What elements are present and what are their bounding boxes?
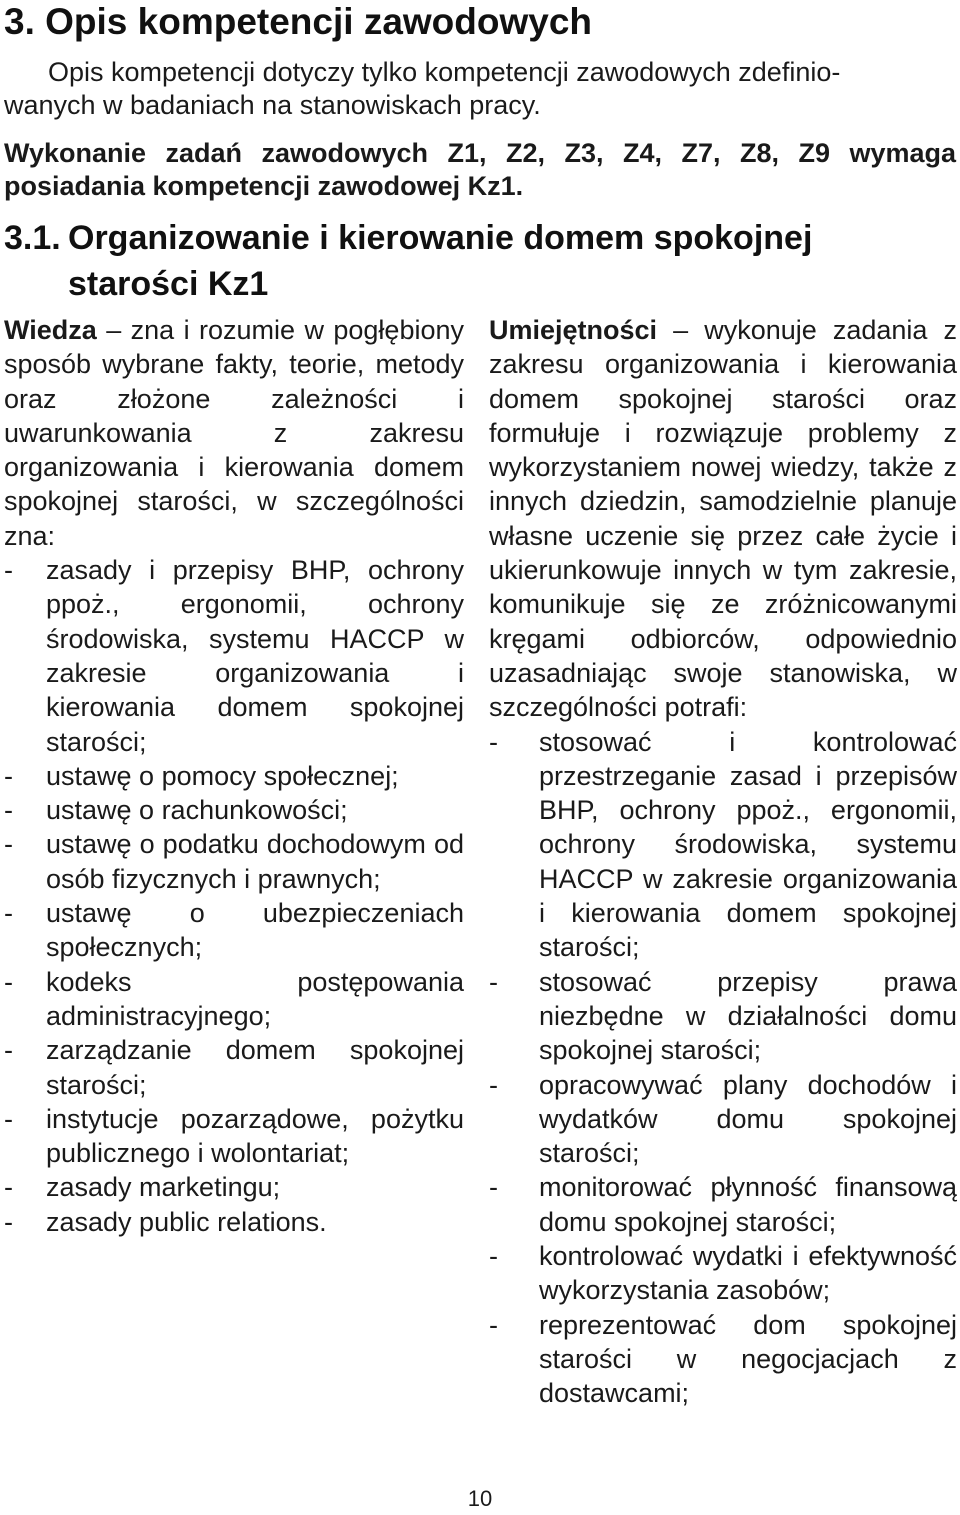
intro-paragraph xyxy=(4,56,956,122)
bullet-dash: - xyxy=(4,898,13,929)
knowledge-item-text: ustawę o podatku dochodowym od osób fizycznych i prawnych; xyxy=(46,829,464,894)
bullet-dash: - xyxy=(4,795,13,826)
knowledge-item-text: zasady i przepisy BHP, ochrony ppoż., ergonomii, ochrony środowiska, systemu HACCP w zakresie organizowania i kierowania domem spokojnej starości; xyxy=(46,555,464,757)
knowledge-item-text: zasady public relations. xyxy=(46,1206,327,1237)
skills-item xyxy=(489,725,957,965)
skills-column xyxy=(489,313,957,1411)
knowledge-item-text: zarządzanie domem spokojnej starości; xyxy=(46,1035,464,1100)
bullet-dash: - xyxy=(4,829,13,860)
bullet-dash: - xyxy=(489,966,498,997)
skills-label: Umiejętności xyxy=(489,315,658,345)
requirement-line-1: Wykonanie zadań zawodowych Z1, Z2, Z3, Z4, Z7, Z8, Z9 wymaga xyxy=(4,138,956,168)
section-heading xyxy=(4,215,956,307)
bullet-dash: - xyxy=(4,1035,13,1066)
bullet-dash: - xyxy=(489,1172,498,1203)
page-number: 10 xyxy=(467,1486,493,1511)
knowledge-item-text: kodeks postępowania administracyjnego; xyxy=(46,966,464,1031)
page-heading: 3. Opis kompetencji zawodowych xyxy=(4,1,593,42)
skills-item xyxy=(489,1239,957,1308)
knowledge-item xyxy=(4,827,464,896)
knowledge-label: Wiedza xyxy=(4,315,97,345)
requirement-line-2: posiadania kompetencji zawodowej Kz1. xyxy=(4,171,524,201)
intro-line-1: Opis kompetencji dotyczy tylko kompetencji zawodowych zdefinio- xyxy=(48,57,841,87)
skills-list xyxy=(489,725,957,1411)
knowledge-item xyxy=(4,1033,464,1102)
skills-item-text: kontrolować wydatki i efektywność wykorzystania zasobów; xyxy=(539,1241,957,1306)
bullet-dash: - xyxy=(4,1206,13,1237)
knowledge-item-text: zasady marketingu; xyxy=(46,1172,281,1203)
skills-item-text: stosować i kontrolować przestrzeganie zasad i przepisów BHP, ochrony ppoż., ergonomii, ochrony środowiska, systemu HACCP w zakresie organizowania i kierowania domem spokojnej starości; xyxy=(539,726,957,963)
bullet-dash: - xyxy=(4,555,13,586)
knowledge-intro xyxy=(4,313,464,553)
bullet-dash: - xyxy=(489,1241,498,1272)
skills-intro-text: – wykonuje zadania z zakresu organizowania i kierowania domem spokojnej starości oraz formułuje i rozwiązuje problemy z wykorzystaniem nowej wiedzy, także z innych dziedzin, samodzielnie planuje własne uczenie się przez całe życie i ukierunkowuje innych w tym zakresie, komunikuje się ze zróżnicowanymi kręgami odbiorców, odpowiednio uzasadniając swoje stanowiska, w szczególności potrafi: xyxy=(489,315,957,723)
knowledge-column xyxy=(4,313,464,1239)
knowledge-item xyxy=(4,1102,464,1171)
skills-item-text: stosować przepisy prawa niezbędne w działalności domu spokojnej starości; xyxy=(539,966,957,1066)
knowledge-item xyxy=(4,759,464,793)
knowledge-item-text: ustawę o pomocy społecznej; xyxy=(46,760,399,791)
bullet-dash: - xyxy=(489,726,498,757)
skills-intro xyxy=(489,313,957,725)
knowledge-item-text: ustawę o rachunkowości; xyxy=(46,795,348,826)
section-title-line-2: starości Kz1 xyxy=(68,265,269,303)
skills-item xyxy=(489,1068,957,1171)
knowledge-item-text: ustawę o ubezpieczeniach społecznych; xyxy=(46,898,464,963)
knowledge-item xyxy=(4,965,464,1034)
knowledge-item xyxy=(4,793,464,827)
knowledge-item xyxy=(4,1205,464,1239)
bullet-dash: - xyxy=(489,1309,498,1340)
requirement-paragraph xyxy=(4,137,956,203)
skills-item xyxy=(489,1170,957,1239)
section-title-line-1 xyxy=(4,215,956,261)
skills-item xyxy=(489,1308,957,1411)
bullet-dash: - xyxy=(4,1172,13,1203)
intro-line-2: wanych w badaniach na stanowiskach pracy. xyxy=(4,90,541,120)
skills-item-text: reprezentować dom spokojnej starości w negocjacjach z dostawcami; xyxy=(539,1309,957,1409)
bullet-dash: - xyxy=(489,1069,498,1100)
skills-item-text: monitorować płynność finansową domu spokojnej starości; xyxy=(539,1172,957,1237)
knowledge-item xyxy=(4,553,464,759)
section-number: 3.1. xyxy=(4,219,61,257)
bullet-dash: - xyxy=(4,1103,13,1134)
skills-item-text: opracowywać plany dochodów i wydatków domu spokojnej starości; xyxy=(539,1069,957,1169)
skills-item xyxy=(489,965,957,1068)
section-title-text-1: Organizowanie i kierowanie domem spokojnej xyxy=(68,219,813,257)
knowledge-intro-text: – zna i rozumie w pogłębiony sposób wybrane fakty, teorie, metody oraz złożone zależności i uwarunkowania z zakresu organizowania i kierowania domem spokojnej starości, w szczególności zna: xyxy=(4,315,464,551)
bullet-dash: - xyxy=(4,966,13,997)
knowledge-item xyxy=(4,1170,464,1204)
knowledge-item xyxy=(4,896,464,965)
knowledge-list xyxy=(4,553,464,1239)
bullet-dash: - xyxy=(4,760,13,791)
knowledge-item-text: instytucje pozarządowe, pożytku publicznego i wolontariat; xyxy=(46,1103,464,1169)
